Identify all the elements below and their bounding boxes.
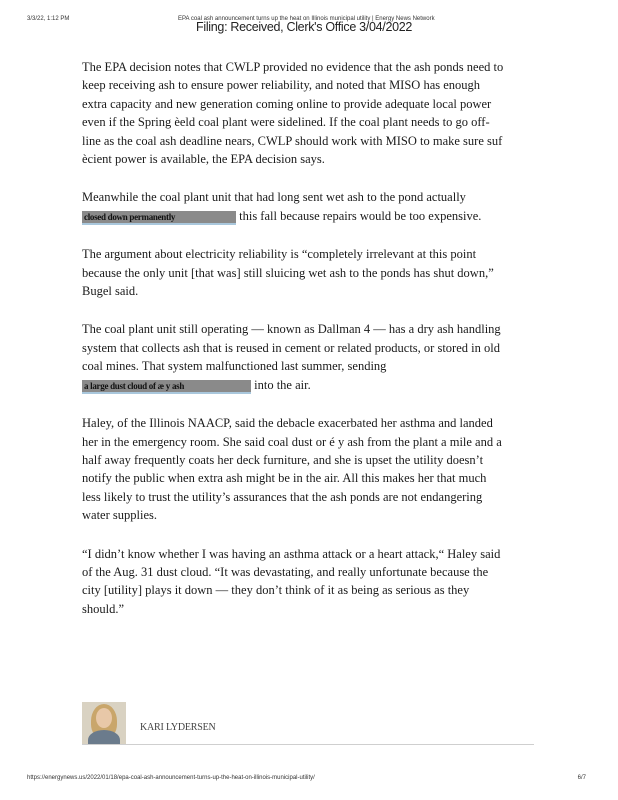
paragraph-haley: Haley, of the Illinois NAACP, said the debacle exacerbated her asthma and landed her in the emergency room. She said coal dust or é y ash from the plant a mile and a half away frequently coats her deck furniture, and she is upset the utility doesn’t notify the public when extra ash might be in the air. All this makes her that much less likely to trust the utility’s assurances that the ash ponds are not endangering water supplies. [82,416,502,523]
author-name[interactable]: KARI LYDERSEN [140,722,216,733]
filing-stamp: Filing: Received, Clerk's Office 3/04/2022 [196,20,413,34]
print-page-title: EPA coal ash announcement turns up the heat on Illinois municipal utility | Energy News Network [178,16,435,22]
paragraph-text: Meanwhile the coal plant unit that had long sent wet ash to the pond actually [82,190,466,205]
avatar [82,702,126,744]
paragraph-unit-closed [82,188,507,225]
paragraph-text: this fall because repairs would be too expensive. [236,208,482,223]
paragraph-text: The coal plant unit still operating — known as Dallman 4 — has a dry ash handling system that collects ash that is reused in cement or related products, or stored in old coal mines. That system malfunctioned last summer, sending [82,322,501,374]
author-byline [82,702,534,745]
dust-cloud-link[interactable]: a large dust cloud of æ y ash [82,380,251,394]
paragraph-epa-decision: The EPA decision notes that CWLP provided no evidence that the ash ponds need to keep receiving ash to ensure power reliability, and noted that MISO has enough extra capacity and new generation coming online to provide adequate local power even if the Spring èeld coal plant were sidelined. If the coal plant needs to go off-line as the coal ash deadline nears, CWLP should work with MISO to make sure suf ècient power is available, the EPA decision says. [82,60,504,167]
paragraph-dallman [82,320,507,394]
paragraph-reliability-quote: The argument about electricity reliability is “completely irrelevant at this point because the only unit [that was] still sluicing wet ash to the ponds has shut down,” Bugel said. [82,247,494,299]
paragraph-haley-quote: “I didn’t know whether I was having an asthma attack or a heart attack,“ Haley said of the Aug. 31 dust cloud. “It was devastating, and really unfortunate because the city [utility] plays it down — they don’t think of it as being as serious as they should.” [82,546,501,616]
closed-down-link[interactable]: closed down permanently [82,211,236,225]
article-body [82,58,507,638]
print-url: https://energynews.us/2022/01/18/epa-coal-ash-announcement-turns-up-the-heat-on-illinois-municipal-utility/ [27,775,315,781]
page-number: 6/7 [577,775,586,781]
paragraph-text: into the air. [251,377,311,392]
print-date: 3/3/22, 1:12 PM [27,16,70,22]
